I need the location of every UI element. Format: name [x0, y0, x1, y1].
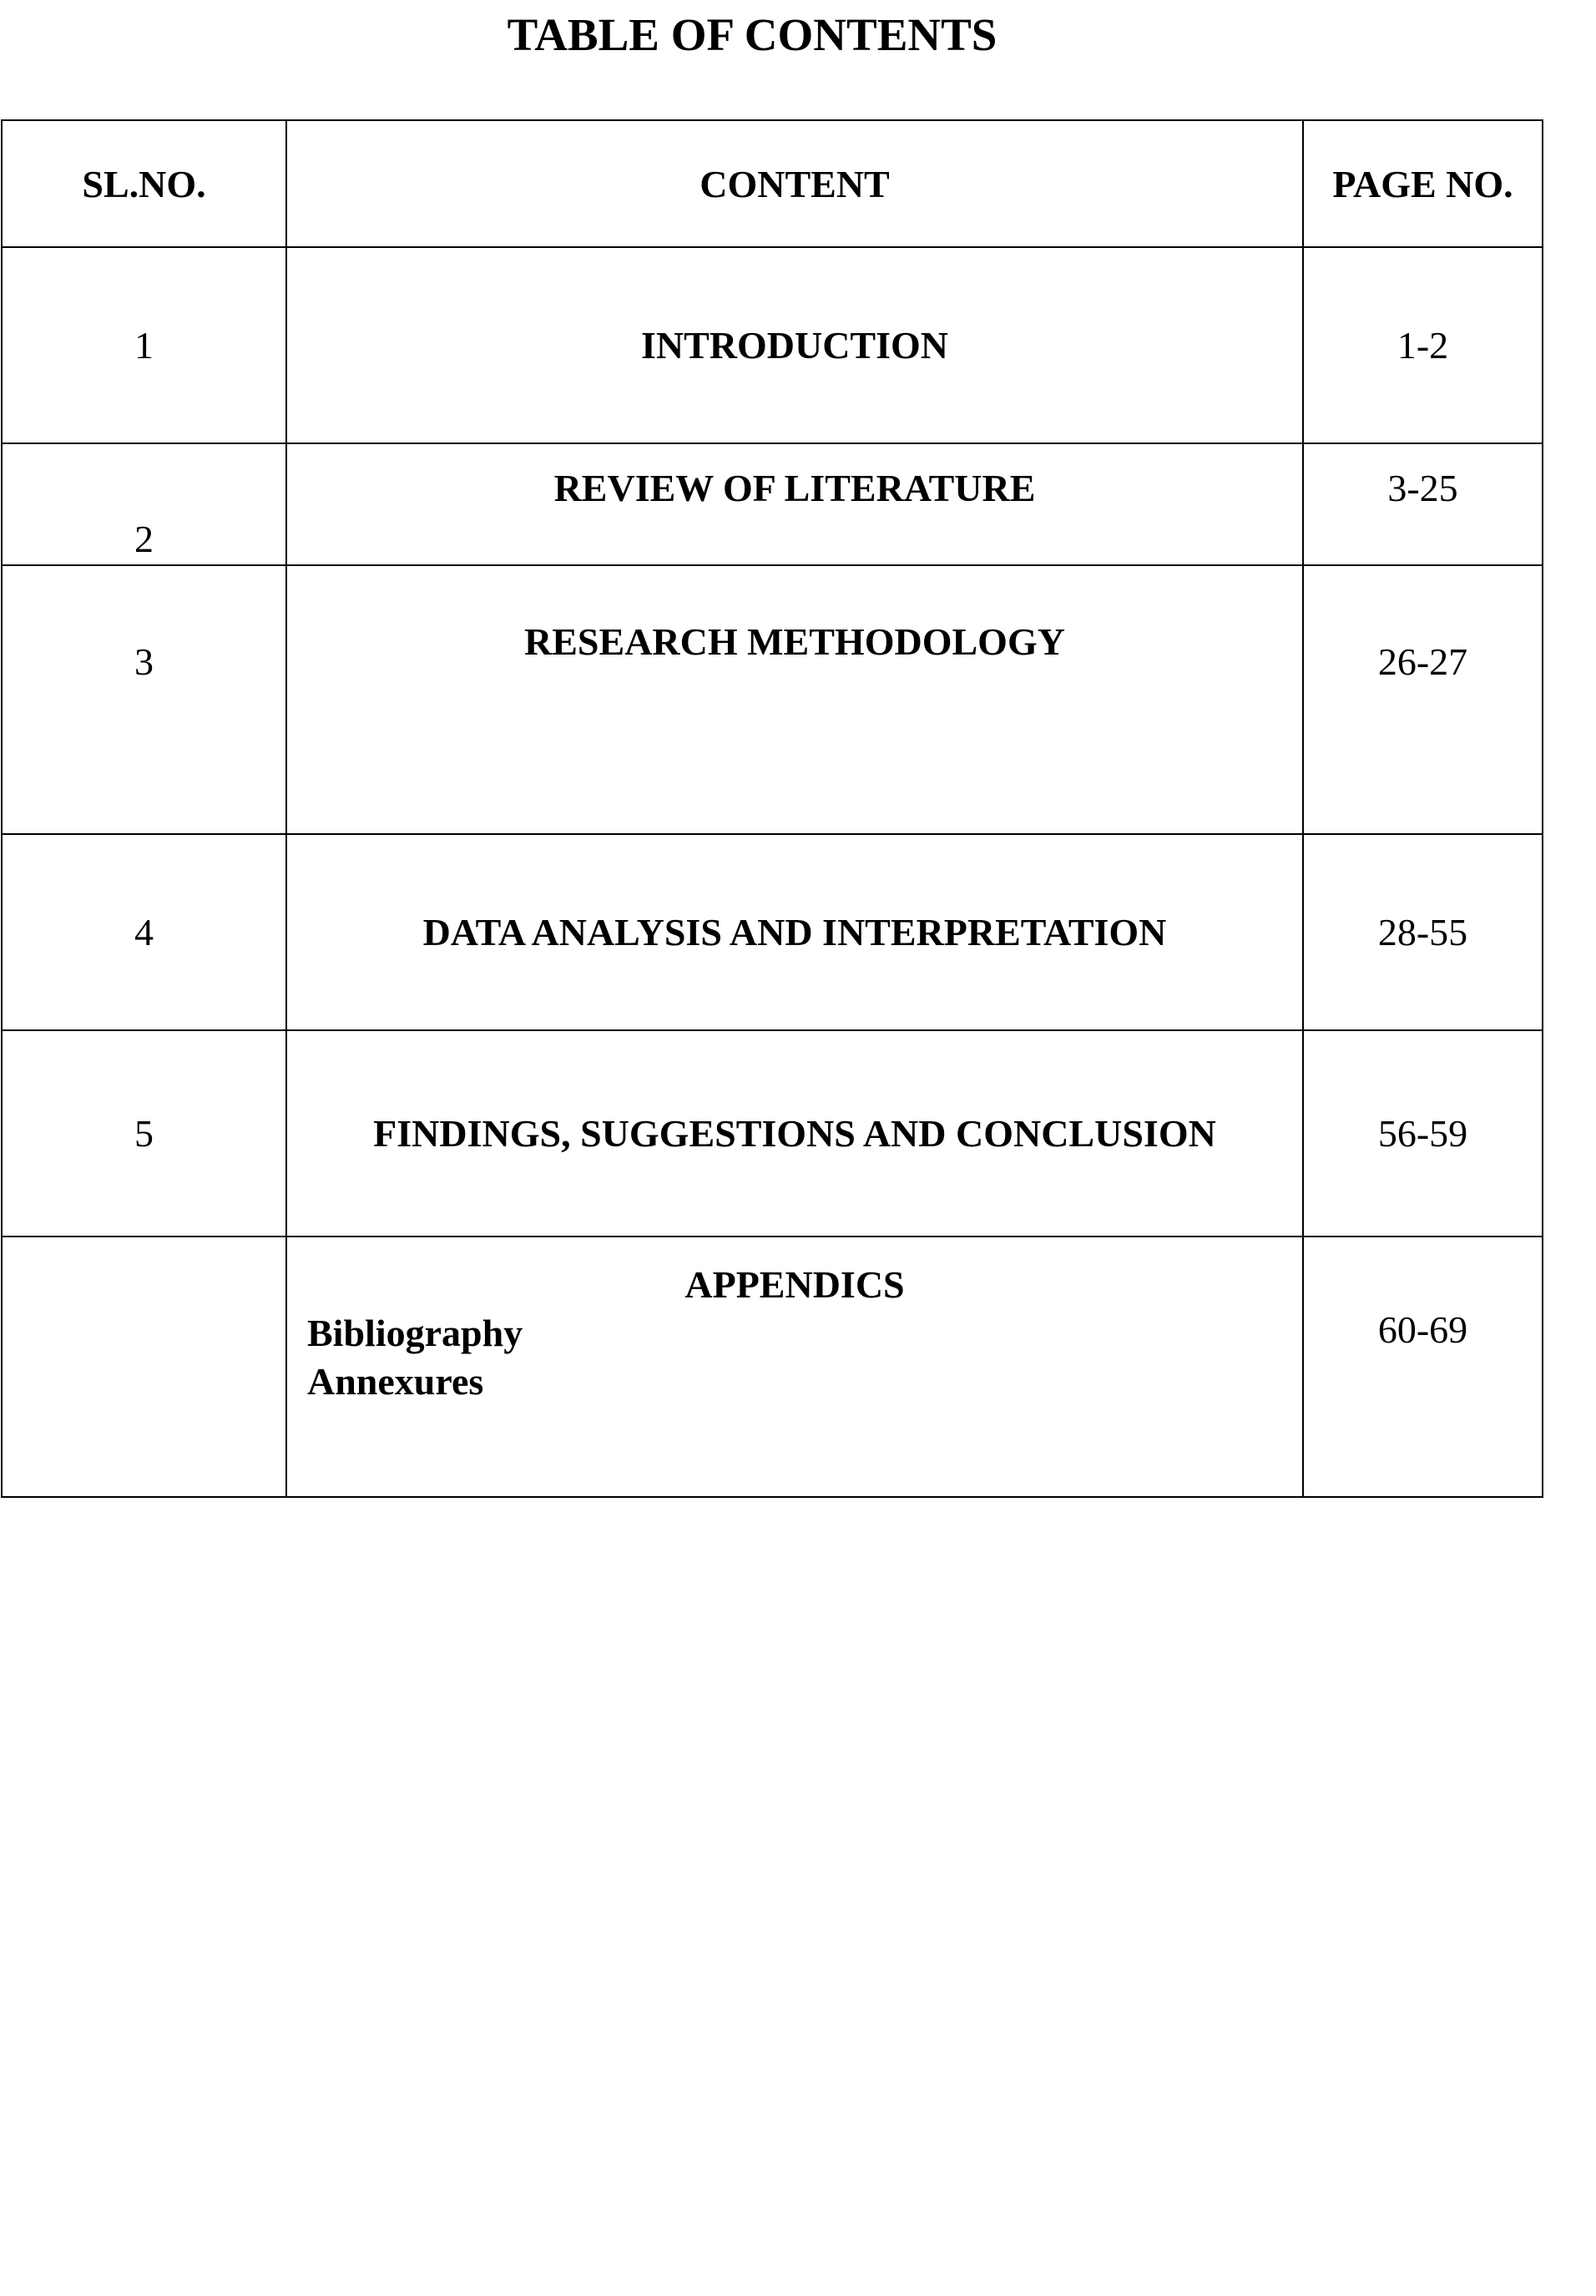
sl-no-cell: 3 [2, 565, 286, 834]
table-header-row [2, 120, 1543, 247]
appendix-row [2, 1237, 1543, 1497]
table-row [2, 1030, 1543, 1237]
content-cell: RESEARCH METHODOLOGY [286, 565, 1303, 834]
appendix-content-cell [286, 1237, 1303, 1497]
content-cell: DATA ANALYSIS AND INTERPRETATION [286, 834, 1303, 1030]
appendix-item-bibliography: Bibliography [307, 1312, 523, 1354]
page-no-cell: 26-27 [1303, 565, 1543, 834]
content-cell: INTRODUCTION [286, 247, 1303, 443]
header-content: CONTENT [286, 120, 1303, 247]
header-page-no: PAGE NO. [1303, 120, 1543, 247]
page-no-cell: 3-25 [1303, 443, 1543, 565]
sl-no-cell: 4 [2, 834, 286, 1030]
sl-no-cell: 1 [2, 247, 286, 443]
appendix-title: APPENDICS [684, 1263, 905, 1306]
sl-no-cell: 2 [2, 443, 286, 565]
page-no-cell: 60-69 [1303, 1237, 1543, 1497]
table-row [2, 247, 1543, 443]
sl-no-cell: 5 [2, 1030, 286, 1237]
page-title: TABLE OF CONTENTS [507, 9, 998, 60]
table-row [2, 443, 1543, 565]
page-no-cell: 56-59 [1303, 1030, 1543, 1237]
sl-no-cell [2, 1237, 286, 1497]
table-of-contents [1, 119, 1543, 1498]
page-no-cell: 28-55 [1303, 834, 1543, 1030]
table-row [2, 834, 1543, 1030]
header-sl-no: SL.NO. [2, 120, 286, 247]
content-cell: FINDINGS, SUGGESTIONS AND CONCLUSION [286, 1030, 1303, 1237]
page-no-cell: 1-2 [1303, 247, 1543, 443]
appendix-item-annexures: Annexures [307, 1360, 484, 1403]
content-cell: REVIEW OF LITERATURE [286, 443, 1303, 565]
table-row [2, 565, 1543, 834]
